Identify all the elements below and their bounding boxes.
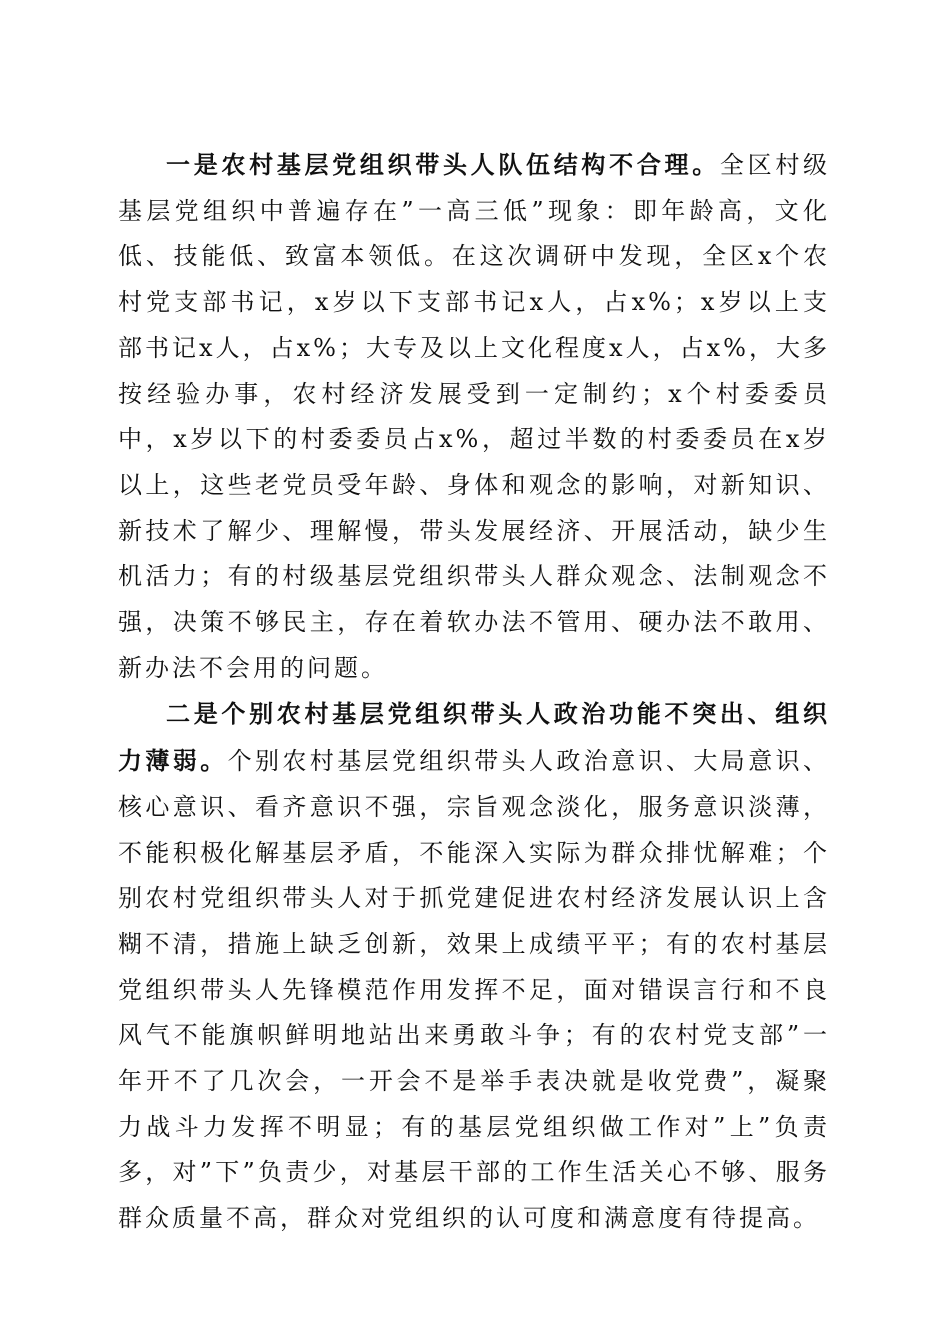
paragraph-1-lead: 一是农村基层党组织带头人队伍结构不合理。 [166, 150, 720, 179]
paragraph-2 [118, 691, 830, 1241]
paragraph-2-lead: 二是个别农村基层党组织带头人政治功能不突出、组织力薄弱。 [118, 699, 830, 776]
document-body [118, 142, 830, 1242]
paragraph-1-body: 全区村级基层党组织中普遍存在”一高三低”现象：即年龄高，文化低、技能低、致富本领低。在这次调研中发现，全区x个农村党支部书记，x岁以下支部书记x人，占x%；x岁以上支部书记x人，占x%；大专及以上文化程度x人，占x%，大多按经验办事，农村经济发展受到一定制约；x个村委委员中，x岁以下的村委委员占x%，超过半数的村委委员在x岁以上，这些老党员受年龄、身体和观念的影响，对新知识、新技术了解少、理解慢，带头发展经济、开展活动，缺少生机活力；有的村级基层党组织带头人群众观念、法制观念不强，决策不够民主，存在着软办法不管用、硬办法不敢用、新办法不会用的问题。 [118, 151, 831, 682]
paragraph-1 [118, 142, 830, 691]
paragraph-2-body: 个别农村基层党组织带头人政治意识、大局意识、核心意识、看齐意识不强，宗旨观念淡化，服务意识淡薄，不能积极化解基层矛盾，不能深入实际为群众排忧解难；个别农村党组织带头人对于抓党建促进农村经济发展认识上含糊不清，措施上缺乏创新，效果上成绩平平；有的农村基层党组织带头人先锋模范作用发挥不足，面对错误言行和不良风气不能旗帜鲜明地站出来勇敢斗争；有的农村党支部”一年开不了几次会，一开会不是举手表决就是收党费”，凝聚力战斗力发挥不明显；有的基层党组织做工作对”上”负责多，对”下”负责少，对基层干部的工作生活关心不够、服务群众质量不高，群众对党组织的认可度和满意度有待提高。 [118, 747, 831, 1233]
